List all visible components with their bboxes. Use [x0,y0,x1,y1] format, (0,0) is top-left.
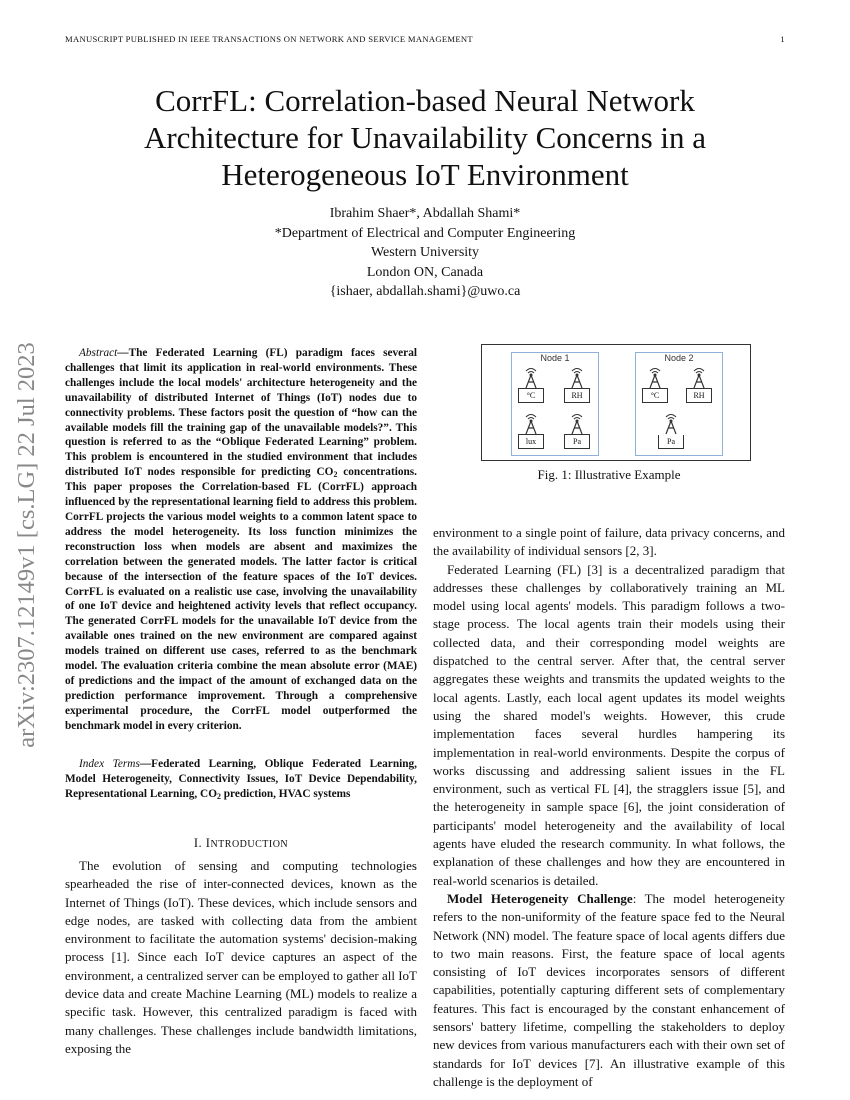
node-2-label: Node 2 [664,353,694,363]
sensor-temperature [518,367,544,403]
paragraph-heading: Model Heterogeneity Challenge [447,890,633,906]
sensor-pressure-label: Pa [658,435,684,449]
section-numeral: I. [193,836,206,850]
abstract-label: Abstract [79,347,118,359]
sensor-temperature-label: °C [518,388,544,403]
author-university: Western University [370,245,480,260]
abstract [65,346,417,734]
running-title: MANUSCRIPT PUBLISHED IN IEEE TRANSACTIONS ON NETWORK AND SERVICE MANAGEMENT [65,34,473,44]
index-terms-label: Index Terms [79,758,140,770]
index-terms-subscript: 2 [216,791,221,801]
running-header [65,34,785,44]
paragraph [433,890,785,1091]
author-emails[interactable]: {ishaer, abdallah.shami}@uwo.ca [329,284,521,299]
abstract-subscript: 2 [333,470,338,480]
antenna-icon [523,413,539,435]
sensor-light-label: lux [518,434,544,449]
paragraph-text: : The model heterogeneity refers to the non-uniformity of the feature space fed to the Neural Network (NN) model. The feature space of local agents differs due to two main reasons. First, the feature space of local agents consisting of IoT devices incorporates sensors of different capabilities, potentially capturing different sets of complementary features. This fact is encouraged by the constant enhancement of sensors' battery lifetime, compelling the stakeholders to deploy new devices from various manufacturers each with their own set of standards for IoT devices [7]. An illustrative example of this challenge is the deployment of [433,890,785,1089]
section-heading-introduction [65,836,417,851]
sensor-humidity [564,367,590,403]
abstract-text-b: concentrations. This paper proposes the Correlation-based FL (CorrFL) approach influenced by the representational learning field to address this problem. CorrFL projects the various model weights to a common latent space to address the model heterogeneity. Its loss function minimizes the reconstruction loss when models are absent and maximizes the correlation between the generated models. The latter factor is critical because of the intersection of the feature spaces of the IoT devices. CorrFL is evaluated on a realistic use case, involving the unavailability of one IoT device and heightened activity levels that reflect occupancy. The generated CorrFL models for the unavailable IoT device from the available ones trained on the new environment are compared against models trained on different use cases, referred to as the benchmark model. The evaluation criteria combine the mean absolute error (MAE) of predictions and the impact of the amount of exchanged data on the prediction performance improvement. Through a comprehensive experimental procedure, the CorrFL model outperformed the benchmark model in every criterion. [65,466,417,732]
figure-caption: Fig. 1: Illustrative Example [537,467,681,482]
intro-paragraph: The evolution of sensing and computing technologies spearheaded the rise of inter-connected devices, known as the Internet of Things (IoT). These devices, which include sensors and edge nodes, are tasked with collecting data from the ambient environment to facilitate the automation systems' decision-making process [1]. Since each IoT device captures an aspect of the environment, a centralized server can be employed to gather all IoT device data and create Machine Learning (ML) models to realize a specific task. However, this centralized paradigm is faced with many challenges. These challenges include bandwidth limitations, exposing the [65,858,417,1056]
author-names: Ibrahim Shaer*, Abdallah Shami* [329,206,521,221]
paragraph: Federated Learning (FL) [3] is a decentralized paradigm that addresses these challenges by collaboratively training an ML model using local agents' models. This paradigm follows a two-stage process. The local agents train their models using their collected data, and their corresponding model weights are dispatched to the central server. After that, the central server aggregates these weights and transmits the updated weights to the local agents. Lastly, each local agent updates its model weights using the shared model's weights. However, this crude implementation faces several hurdles hampering its implementation in real-world environments. Despite the corpus of works discussing and addressing salient issues in the FL environment, such as vertical FL [4], the stragglers issue [5], and the heterogeneity in sample space [6], the joint consideration of participants' model heterogeneity and the availability of local agents have eluded the research community. In what follows, the explanation of these challenges and how they are encountered in real-world scenarios is detailed. [433,561,785,888]
sensor-pressure [658,413,684,449]
sensor-temperature-label: °C [642,388,668,403]
section-title-rest: NTRODUCTION [210,839,289,850]
paragraph: environment to a single point of failure, data privacy concerns, and the availability of individual sensors [2, 3]. [433,525,785,559]
paper-title: CorrFL: Correlation-based Neural Network Architecture for Unavailability Concerns in a Heterogeneous IoT Environment [143,83,707,192]
right-column-text [433,524,785,1091]
sensor-humidity [686,367,712,403]
node-2-box [635,352,723,456]
index-terms-text-b: prediction, HVAC systems [220,787,351,800]
antenna-icon [569,413,585,435]
index-terms-text-a: —Federated Learning, Oblique Federated Learning, Model Heterogeneity, Connectivity Issues, IoT Device Dependability, Representational Learning, CO [65,758,418,800]
figure-illustrative-example [481,344,751,461]
antenna-icon [691,367,707,389]
sensor-light [518,413,544,449]
antenna-icon [663,413,679,435]
author-location: London ON, Canada [366,264,484,280]
node-1-label: Node 1 [540,353,570,363]
page-number: 1 [780,34,785,44]
sensor-humidity-label: RH [686,388,712,403]
arxiv-stamp[interactable]: arXiv:2307.12149v1 [cs.LG] 22 Jul 2023 [13,342,40,748]
abstract-text-a: —The Federated Learning (FL) paradigm faces several challenges that limit its application in real-world environments. These challenges include the local models' architecture heterogeneity and the unavailability of distributed Internet of Things (IoT) nodes due to connectivity problems. These factors posit the question of “how can the available models fill the training gap of the unavailable models?”. This question is referred to as the “Oblique Federated Learning” problem. This problem is encountered in the studied environment that includes distributed IoT nodes responsible for predicting CO [65,347,417,479]
antenna-icon [523,367,539,389]
sensor-pressure-label: Pa [564,434,590,449]
author-department: *Department of Electrical and Computer Engineering [274,225,576,241]
sensor-temperature [642,367,668,403]
section-first-letter: I [205,836,211,850]
sensor-humidity-label: RH [564,388,590,403]
author-block [150,204,700,302]
node-1-box [511,352,599,456]
antenna-icon [647,367,663,389]
antenna-icon [569,367,585,389]
index-terms [65,757,417,802]
sensor-pressure [564,413,590,449]
